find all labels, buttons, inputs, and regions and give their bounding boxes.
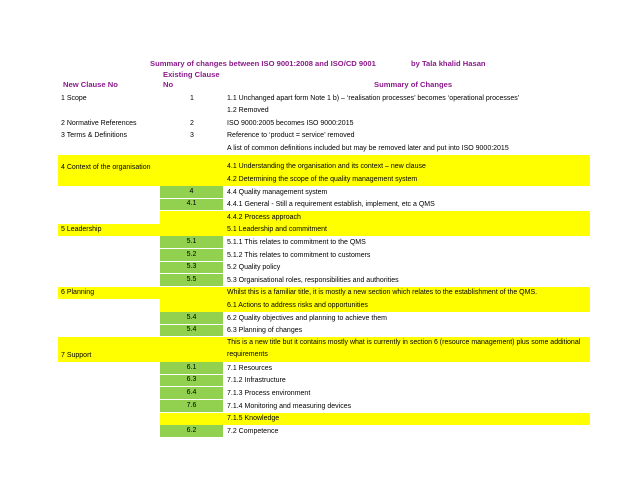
new-clause-text: 1 Scope bbox=[61, 94, 87, 102]
existing-clause-cell bbox=[160, 425, 224, 438]
summary-text: 6.1 Actions to address risks and opportunities bbox=[227, 302, 368, 309]
new-clause-cell bbox=[58, 362, 160, 375]
summary-cell bbox=[224, 387, 590, 400]
existing-clause-text: 6.3 bbox=[186, 376, 197, 384]
table-row bbox=[0, 236, 638, 249]
existing-clause-cell bbox=[160, 413, 224, 426]
existing-clause-cell bbox=[160, 142, 224, 155]
summary-cell bbox=[224, 199, 590, 212]
existing-clause-text: 5.4 bbox=[186, 313, 197, 321]
summary-cell bbox=[224, 224, 590, 237]
existing-clause-cell bbox=[160, 92, 224, 105]
existing-clause-text: 7.6 bbox=[186, 401, 197, 409]
summary-text: 5.2 Quality policy bbox=[227, 264, 281, 272]
new-clause-cell bbox=[58, 400, 160, 413]
document-author: by Tala khalid Hasan bbox=[411, 59, 486, 68]
existing-clause-cell bbox=[160, 375, 224, 388]
summary-text: 7.1.5 Knowledge bbox=[227, 415, 280, 423]
summary-cell bbox=[224, 142, 590, 155]
summary-text: 5.1 Leadership and commitment bbox=[227, 226, 327, 234]
summary-text: 4.4 Quality management system bbox=[227, 188, 328, 196]
summary-text: 5.1.2 This relates to commitment to customers bbox=[227, 251, 371, 259]
summary-cell bbox=[224, 413, 590, 426]
table-row bbox=[0, 413, 638, 426]
new-clause-cell bbox=[58, 186, 160, 199]
new-clause-text: 2 Normative References bbox=[61, 119, 137, 127]
new-clause-text: 4 Context of the organisation bbox=[61, 164, 151, 172]
summary-cell bbox=[224, 236, 590, 249]
table-row bbox=[0, 211, 638, 224]
summary-cell bbox=[224, 186, 590, 199]
table-row bbox=[0, 105, 638, 118]
changes-table bbox=[0, 92, 638, 438]
existing-clause-cell bbox=[160, 362, 224, 375]
summary-text: Whilst this is a familiar title, it is mostly a new section which relates to the establishment of the QMS. bbox=[227, 289, 538, 297]
table-row bbox=[0, 325, 638, 338]
summary-text: 4.1 Understanding the organisation and its context – new clause bbox=[227, 163, 426, 171]
summary-cell bbox=[224, 117, 590, 130]
table-row bbox=[0, 362, 638, 375]
table-row bbox=[0, 173, 638, 186]
existing-clause-cell bbox=[160, 105, 224, 118]
table-row bbox=[0, 262, 638, 275]
existing-clause-cell bbox=[160, 287, 224, 300]
header-existing-clause-line1: Existing Clause bbox=[163, 70, 220, 79]
summary-text: 4.2 Determining the scope of the quality management system bbox=[227, 176, 418, 184]
summary-text: 5.3 Organisational roles, responsibilities and authorities bbox=[227, 276, 399, 284]
summary-cell bbox=[224, 375, 590, 388]
summary-text: 5.1.1 This relates to commitment to the QMS bbox=[227, 239, 366, 247]
new-clause-cell bbox=[58, 312, 160, 325]
new-clause-cell bbox=[58, 236, 160, 249]
summary-cell bbox=[224, 287, 590, 300]
existing-clause-cell bbox=[160, 274, 224, 287]
existing-clause-cell bbox=[160, 249, 224, 262]
summary-cell bbox=[224, 249, 590, 262]
existing-clause-text: 5.3 bbox=[186, 263, 197, 271]
existing-clause-text: 6.4 bbox=[186, 388, 197, 396]
new-clause-cell bbox=[58, 199, 160, 212]
existing-clause-text: 4 bbox=[189, 187, 194, 195]
new-clause-cell bbox=[58, 155, 160, 174]
summary-cell bbox=[224, 211, 590, 224]
existing-clause-cell bbox=[160, 173, 224, 186]
existing-clause-cell bbox=[160, 155, 224, 174]
existing-clause-cell bbox=[160, 236, 224, 249]
summary-cell bbox=[224, 425, 590, 438]
new-clause-cell bbox=[58, 105, 160, 118]
summary-cell bbox=[224, 312, 590, 325]
existing-clause-cell bbox=[160, 387, 224, 400]
existing-clause-cell bbox=[160, 337, 224, 362]
summary-cell bbox=[224, 299, 590, 312]
table-row bbox=[0, 249, 638, 262]
new-clause-cell bbox=[58, 413, 160, 426]
existing-clause-text: 1 bbox=[190, 94, 194, 102]
table-row bbox=[0, 130, 638, 143]
new-clause-text: 3 Terms & Definitions bbox=[61, 132, 128, 140]
table-row bbox=[0, 287, 638, 300]
table-row bbox=[0, 92, 638, 105]
existing-clause-cell bbox=[160, 130, 224, 143]
summary-cell bbox=[224, 92, 590, 105]
summary-text: 6.2 Quality objectives and planning to achieve them bbox=[227, 314, 387, 322]
new-clause-cell bbox=[58, 142, 160, 155]
summary-text: ISO 9000:2005 becomes ISO 9000:2015 bbox=[227, 119, 354, 127]
table-row bbox=[0, 224, 638, 237]
new-clause-cell bbox=[58, 211, 160, 224]
summary-cell bbox=[224, 173, 590, 186]
table-row bbox=[0, 425, 638, 438]
existing-clause-cell bbox=[160, 186, 224, 199]
existing-clause-text: 2 bbox=[190, 119, 194, 127]
summary-text: 7.1.3 Process environment bbox=[227, 389, 311, 397]
table-row bbox=[0, 155, 638, 174]
table-row bbox=[0, 117, 638, 130]
table-row bbox=[0, 186, 638, 199]
existing-clause-cell bbox=[160, 299, 224, 312]
table-row bbox=[0, 199, 638, 212]
summary-text: 1.1 Unchanged apart form Note 1 b) – ‘realisation processes’ becomes ‘operational processes’ bbox=[227, 94, 520, 102]
existing-clause-cell bbox=[160, 224, 224, 237]
new-clause-cell bbox=[58, 249, 160, 262]
header-summary: Summary of Changes bbox=[374, 80, 453, 89]
new-clause-cell bbox=[58, 262, 160, 275]
new-clause-cell bbox=[58, 92, 160, 105]
summary-text: 7.1.2 Infrastructure bbox=[227, 377, 286, 385]
new-clause-cell bbox=[58, 274, 160, 287]
summary-cell bbox=[224, 362, 590, 375]
existing-clause-text: 6.1 bbox=[186, 363, 197, 371]
table-row bbox=[0, 274, 638, 287]
table-row bbox=[0, 299, 638, 312]
header-existing-clause-line2: No bbox=[163, 80, 174, 89]
new-clause-cell bbox=[58, 325, 160, 338]
summary-text: 4.4.1 General - Still a requirement establish, implement, etc a QMS bbox=[227, 201, 435, 209]
existing-clause-cell bbox=[160, 117, 224, 130]
new-clause-cell bbox=[58, 299, 160, 312]
new-clause-text: 7 Support bbox=[61, 352, 92, 360]
document-title: Summary of changes between ISO 9001:2008 and ISO/CD 9001 bbox=[150, 59, 376, 68]
existing-clause-cell bbox=[160, 400, 224, 413]
existing-clause-text: 6.2 bbox=[186, 426, 197, 434]
existing-clause-cell bbox=[160, 199, 224, 212]
existing-clause-text: 4.1 bbox=[186, 200, 197, 208]
summary-text: 7.1 Resources bbox=[227, 364, 273, 372]
summary-cell bbox=[224, 262, 590, 275]
existing-clause-text: 3 bbox=[190, 132, 194, 140]
new-clause-cell bbox=[58, 287, 160, 300]
summary-text: This is a new title but it contains mostly what is currently in section 6 (resource management) plus some additional requirements bbox=[227, 339, 581, 359]
existing-clause-cell bbox=[160, 262, 224, 275]
new-clause-cell bbox=[58, 425, 160, 438]
summary-cell bbox=[224, 337, 590, 362]
existing-clause-text: 5.5 bbox=[186, 275, 197, 283]
table-row bbox=[0, 387, 638, 400]
table-row bbox=[0, 400, 638, 413]
summary-text: 4.4.2 Process approach bbox=[227, 213, 301, 221]
table-row bbox=[0, 312, 638, 325]
summary-cell bbox=[224, 130, 590, 143]
new-clause-cell bbox=[58, 173, 160, 186]
table-row bbox=[0, 375, 638, 388]
new-clause-cell bbox=[58, 130, 160, 143]
new-clause-cell bbox=[58, 117, 160, 130]
summary-text: A list of common definitions included but may be removed later and put into ISO 9000:2015 bbox=[227, 144, 509, 152]
existing-clause-text: 5.2 bbox=[186, 250, 197, 258]
summary-cell bbox=[224, 400, 590, 413]
new-clause-cell bbox=[58, 224, 160, 237]
new-clause-cell bbox=[58, 375, 160, 388]
existing-clause-cell bbox=[160, 211, 224, 224]
summary-text: Reference to ‘product = service’ removed bbox=[227, 132, 355, 140]
table-row bbox=[0, 337, 638, 362]
summary-cell bbox=[224, 155, 590, 174]
summary-cell bbox=[224, 105, 590, 118]
existing-clause-cell bbox=[160, 312, 224, 325]
new-clause-text: 5 Leadership bbox=[61, 226, 102, 234]
existing-clause-text: 5.4 bbox=[186, 326, 197, 334]
summary-text: 1.2 Removed bbox=[227, 107, 269, 115]
summary-cell bbox=[224, 325, 590, 338]
new-clause-cell bbox=[58, 387, 160, 400]
summary-text: 7.2 Competence bbox=[227, 427, 279, 435]
existing-clause-cell bbox=[160, 325, 224, 338]
summary-cell bbox=[224, 274, 590, 287]
new-clause-cell bbox=[58, 337, 160, 362]
summary-text: 7.1.4 Monitoring and measuring devices bbox=[227, 402, 352, 410]
new-clause-text: 6 Planning bbox=[61, 289, 95, 297]
table-row bbox=[0, 142, 638, 155]
header-new-clause: New Clause No bbox=[63, 80, 118, 89]
summary-text: 6.3 Planning of changes bbox=[227, 327, 303, 335]
existing-clause-text: 5.1 bbox=[186, 238, 197, 246]
